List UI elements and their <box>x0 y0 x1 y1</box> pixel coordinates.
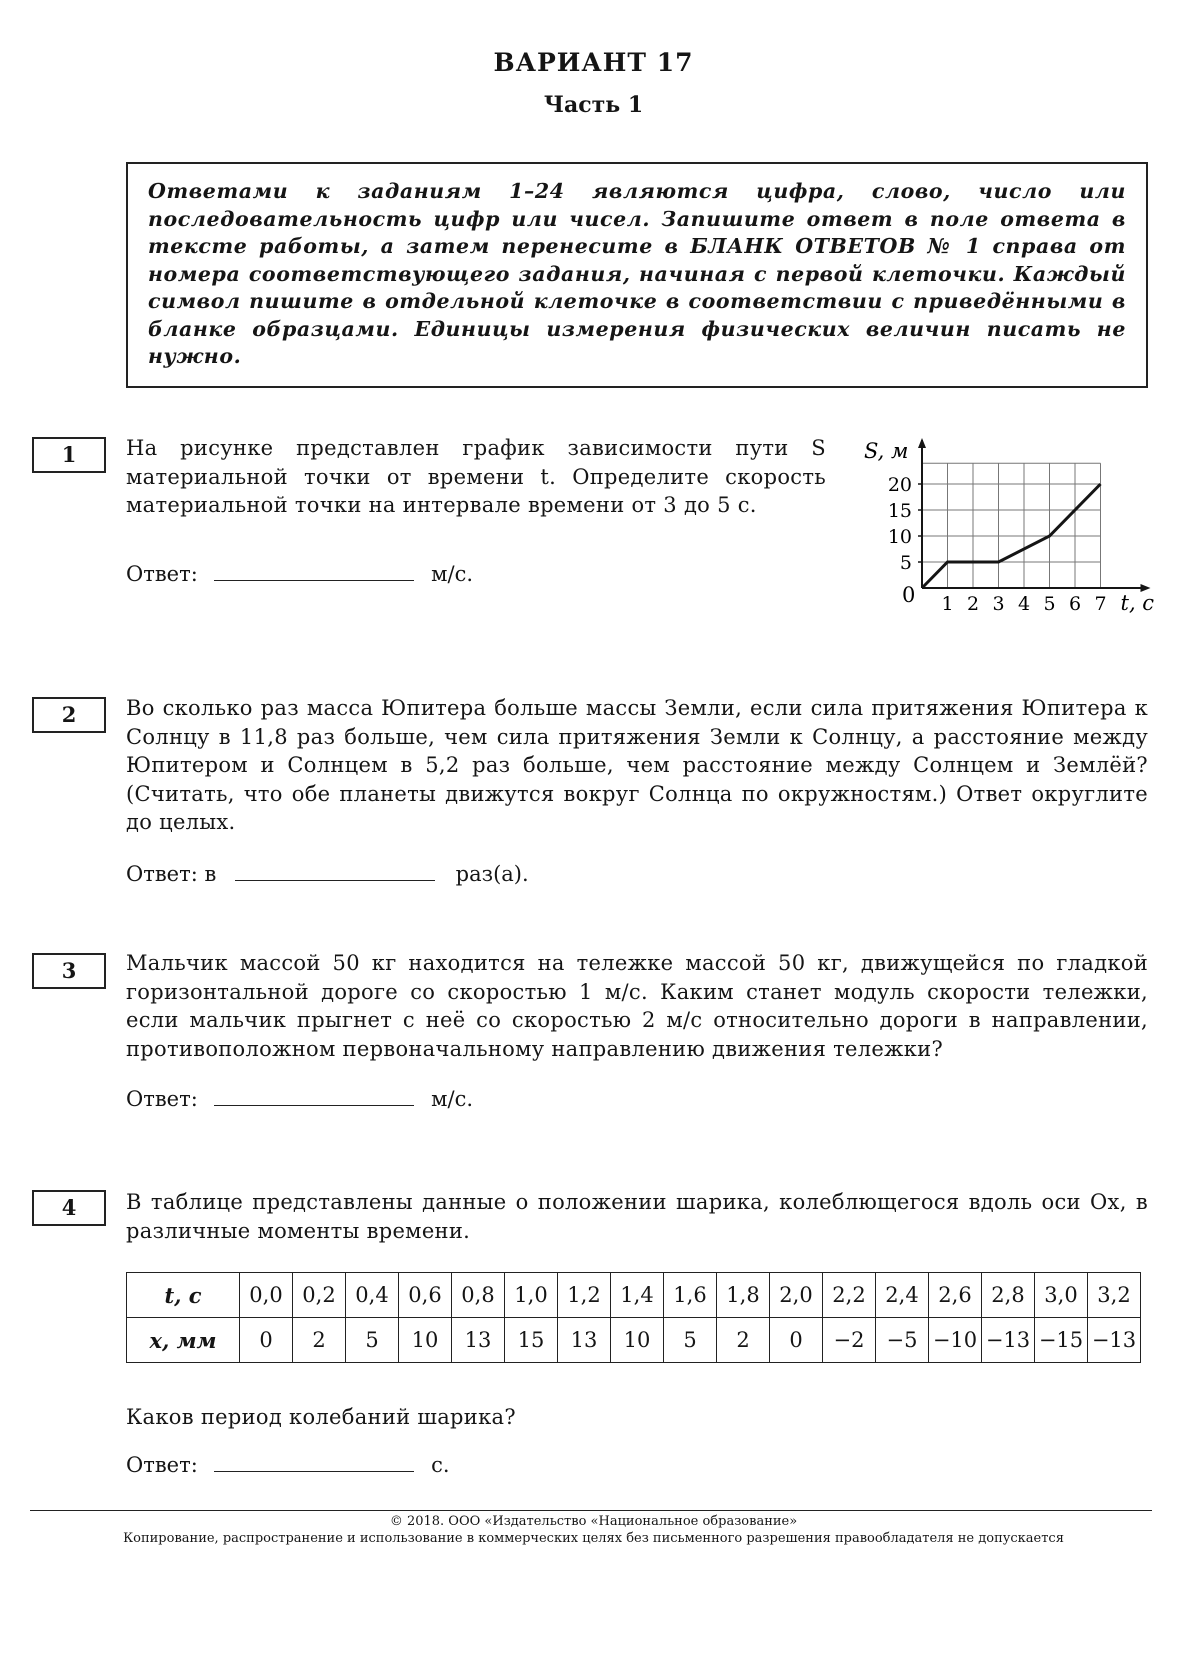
table-cell-position: 10 <box>399 1318 452 1363</box>
table-cell-time: 3,0 <box>1035 1273 1088 1318</box>
task-3-answer <box>126 1085 473 1113</box>
table-cell-time: 2,2 <box>823 1273 876 1318</box>
task-4-number: 4 <box>32 1190 106 1226</box>
task-4-question: Каков период колебаний шарика? <box>126 1405 516 1429</box>
table-cell-position: −5 <box>876 1318 929 1363</box>
chart-x-tick-label: 4 <box>1017 593 1031 615</box>
table-cell-position: −15 <box>1035 1318 1088 1363</box>
chart-x-tick-label: 1 <box>941 593 954 615</box>
task-3-answer-field[interactable] <box>214 1087 414 1106</box>
variant-title: ВАРИАНТ 17 <box>493 48 694 77</box>
chart-axes <box>918 438 1151 592</box>
table-cell-time: 2,4 <box>876 1273 929 1318</box>
task-1-answer <box>126 560 473 588</box>
table-cell-position: 5 <box>664 1318 717 1363</box>
task-4-answer-unit: с. <box>431 1453 450 1477</box>
table-cell-position: −10 <box>929 1318 982 1363</box>
table-cell-time: 0,2 <box>293 1273 346 1318</box>
task-2-answer-field[interactable] <box>235 862 435 881</box>
table-cell-position: 10 <box>611 1318 664 1363</box>
footer-notice: Копирование, распространение и использование в коммерческих целях без письменного разрешения правообладателя не допускается <box>123 1531 1064 1546</box>
table-cell-time: 1,6 <box>664 1273 717 1318</box>
chart-x-tick-label: 6 <box>1068 593 1082 615</box>
table-cell-time: 0,4 <box>346 1273 399 1318</box>
part-title: Часть 1 <box>543 92 644 118</box>
table-cell-position: 13 <box>452 1318 505 1363</box>
table-cell-position: −13 <box>982 1318 1035 1363</box>
chart-y-tick-label: 15 <box>887 500 912 522</box>
table-cell-time: 0,8 <box>452 1273 505 1318</box>
table-cell-time: 1,4 <box>611 1273 664 1318</box>
task-3-answer-unit: м/с. <box>431 1087 474 1111</box>
table-cell-time: 1,0 <box>505 1273 558 1318</box>
path-time-chart <box>852 438 1162 628</box>
chart-y-axis-label: S, м <box>864 439 909 463</box>
table-cell-time: 2,0 <box>770 1273 823 1318</box>
table-cell-time: 1,8 <box>717 1273 770 1318</box>
chart-origin-label: 0 <box>902 583 916 607</box>
task-2-text: Во сколько раз масса Юпитера больше массы Земли, если сила притяжения Юпитера к Солнцу в 11,8 раз больше, чем сила притяжения Земли к Солнцу, а расстояние между Юпитером и Солнцем в 5,2 раз больше, чем расстояние между Солнцем и Землёй? (Считать, что обе планеты движутся вокруг Солнца по окружностям.) Ответ округлите до целых. <box>126 696 1148 834</box>
table-cell-position: −2 <box>823 1318 876 1363</box>
table-cell-position: 0 <box>770 1318 823 1363</box>
task-1-answer-field[interactable] <box>214 562 414 581</box>
table-cell-time: 2,6 <box>929 1273 982 1318</box>
task-2-answer-unit: раз(а). <box>455 862 529 886</box>
footer-copyright: © 2018. ООО «Издательство «Национальное образование» <box>389 1514 798 1529</box>
task-2-answer <box>126 860 529 888</box>
task-1-answer-unit: м/с. <box>431 562 474 586</box>
table-header-position: x, мм <box>127 1318 240 1363</box>
task-1-number: 1 <box>32 437 106 473</box>
chart-ticks <box>888 474 1107 615</box>
task-3-text: Мальчик массой 50 кг находится на тележке массой 50 кг, движущейся по гладкой горизонтальной дороге со скоростью 1 м/с. Каким станет модуль скорости тележки, если мальчик прыгнет с неё со скоростью 2 м/с относительно дороги в направлении, противоположном первоначальному направлению движения тележки? <box>126 951 1148 1061</box>
table-row-position <box>127 1318 1141 1363</box>
task-2-answer-label: Ответ: в <box>126 862 217 886</box>
task-4-answer <box>126 1451 450 1479</box>
table-cell-time: 1,2 <box>558 1273 611 1318</box>
table-header-time: t, с <box>127 1273 240 1318</box>
task-3-answer-label: Ответ: <box>126 1087 198 1111</box>
table-cell-position: 5 <box>346 1318 399 1363</box>
chart-x-tick-label: 2 <box>966 593 980 615</box>
table-cell-position: −13 <box>1088 1318 1141 1363</box>
table-cell-time: 0,0 <box>240 1273 293 1318</box>
chart-x-tick-label: 7 <box>1094 593 1107 615</box>
instructions-box: Ответами к заданиям 1–24 являются цифра, слово, число или последовательность цифр или чисел. Запишите ответ в поле ответа в тексте работы, а затем перенесите в БЛАНК ОТВЕТОВ № 1 справа от номера соответствующего задания, начиная с первой клеточки. Каждый символ пишите в отдельной клеточке в соответствии с приведёнными в бланке образцами. Единицы измерения физических величин писать не нужно. <box>126 162 1148 388</box>
table-cell-time: 0,6 <box>399 1273 452 1318</box>
task-1-text: На рисунке представлен график зависимости пути S материальной точки от времени t. Определите скорость материальной точки на интервале времени от 3 до 5 с. <box>126 436 826 517</box>
task-4-answer-label: Ответ: <box>126 1453 198 1477</box>
table-row-time <box>127 1273 1141 1318</box>
table-cell-time: 2,8 <box>982 1273 1035 1318</box>
oscillation-table <box>126 1272 1141 1363</box>
chart-y-tick-label: 20 <box>887 474 912 496</box>
task-4-answer-field[interactable] <box>214 1453 414 1472</box>
table-cell-time: 3,2 <box>1088 1273 1141 1318</box>
table-cell-position: 0 <box>240 1318 293 1363</box>
chart-x-axis-label: t, с <box>1120 591 1155 615</box>
table-cell-position: 15 <box>505 1318 558 1363</box>
task-1-answer-label: Ответ: <box>126 562 198 586</box>
table-cell-position: 2 <box>293 1318 346 1363</box>
task-4-text: В таблице представлены данные о положении шарика, колеблющегося вдоль оси Ox, в различные моменты времени. <box>126 1190 1148 1243</box>
chart-y-axis-arrow <box>918 438 926 448</box>
task-3-number: 3 <box>32 953 106 989</box>
table-cell-position: 13 <box>558 1318 611 1363</box>
chart-x-tick-label: 5 <box>1043 593 1056 615</box>
chart-y-tick-label: 10 <box>887 526 912 548</box>
chart-grid <box>922 463 1101 588</box>
footer-divider <box>30 1510 1152 1511</box>
table-cell-position: 2 <box>717 1318 770 1363</box>
chart-y-tick-label: 5 <box>899 552 912 574</box>
task-2-number: 2 <box>32 697 106 733</box>
chart-x-tick-label: 3 <box>992 593 1005 615</box>
